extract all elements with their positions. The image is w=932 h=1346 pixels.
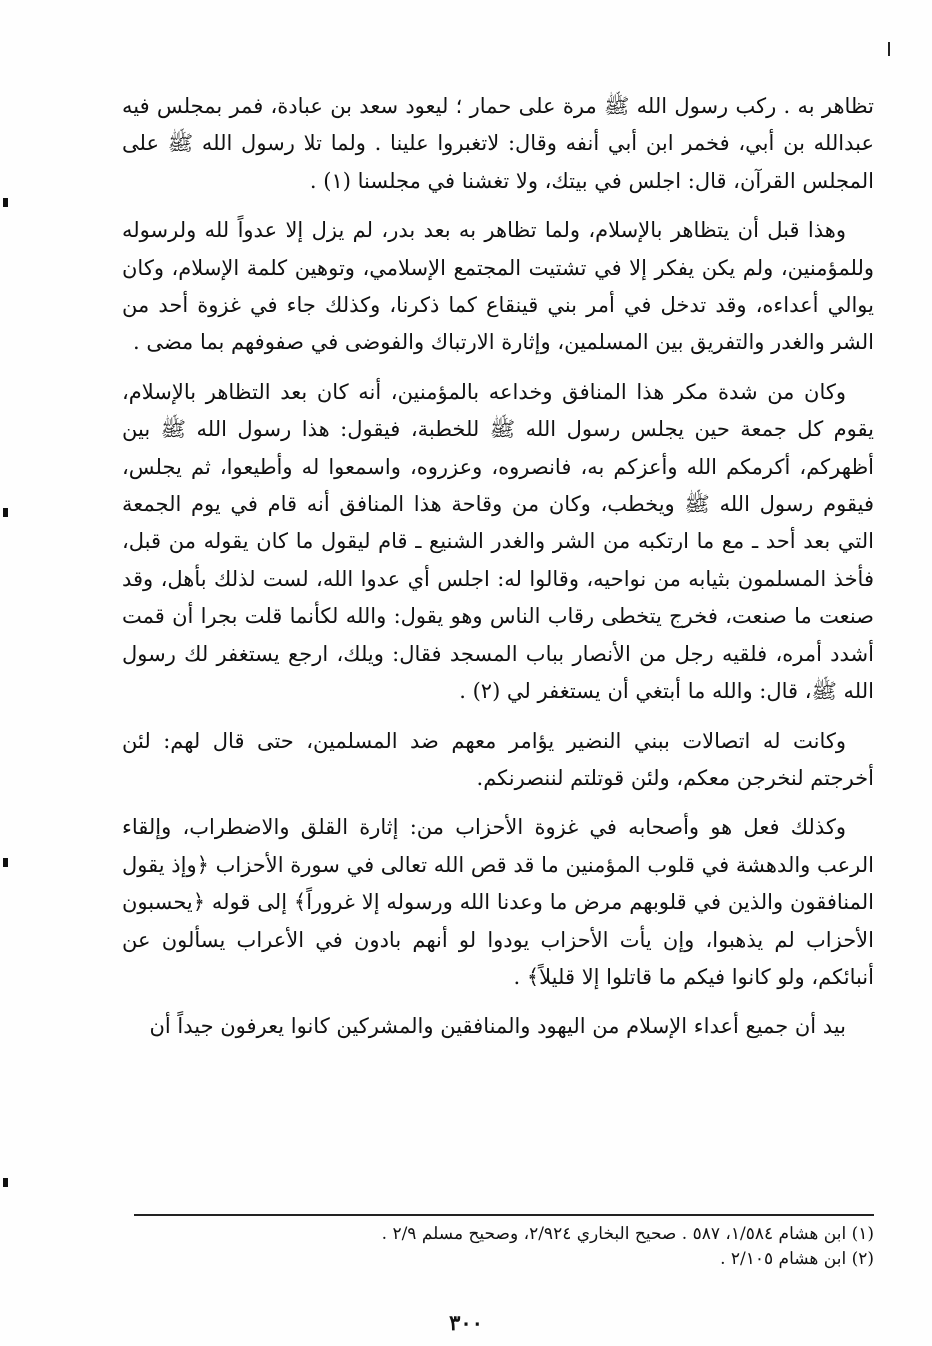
page-number: ٣٠٠ [449, 1310, 483, 1335]
margin-mark [3, 198, 8, 207]
footnote-separator [134, 1214, 874, 1216]
footnote-2: (٢) ابن هشام ٢/١٠٥ . [720, 1249, 874, 1269]
body-text [122, 88, 874, 1046]
margin-mark [3, 858, 8, 867]
paragraph-3: وكان من شدة مكر هذا المنافق وخداعه بالمؤمنين، أنه كان بعد التظاهر بالإسلام، يقوم كل جمعة حين يجلس رسول الله ﷺ للخطبة، فيقول: هذا رسول الله ﷺ بين أظهركم، أكرمكم الله وأعزكم به، فانصروه، وعزروه، واسمعوا له وأطيعوا، ثم يجلس، فيقوم رسول الله ﷺ ويخطب، وكان من وقاحة هذا المنافق أنه قام في يوم الجمعة التي بعد أحد ـ مع ما ارتكبه من الشر والغدر الشنيع ـ قام ليقول ما كان يقوله من قبل، فأخذ المسلمون بثيابه من نواحيه، وقالوا له: اجلس أي عدوا الله، لست لذلك بأهل، وقد صنعت ما صنعت، فخرج يتخطى رقاب الناس وهو يقول: والله لكأنما قلت بجرا أن قمت أشدد أمره، فلقيه رجل من الأنصار بباب المسجد فقال: ويلك، ارجع يستغفر لك رسول الله ﷺ، قال: والله ما أبتغي أن يستغفر لي (٢) . [122, 379, 874, 704]
margin-mark [3, 1178, 8, 1187]
footnotes [122, 1222, 874, 1272]
paragraph-5: وكذلك فعل هو وأصحابه في غزوة الأحزاب من: إثارة القلق والاضطراب، وإلقاء الرعب والدهشة في قلوب المؤمنين ما قد قص الله تعالى في سورة الأحزاب ﴿وإذ يقول المنافقون والذين في قلوبهم مرض ما وعدنا الله ورسوله إلا غروراً﴾ إلى قوله ﴿يحسبون الأحزاب لم يذهبوا، وإن يأت الأحزاب يودوا لو أنهم بادون في الأعراب يسألون عن أنبائكم، ولو كانوا فيكم ما قاتلوا إلا قليلاً﴾ . [122, 815, 874, 989]
paragraph-6: بيد أن جميع أعداء الإسلام من اليهود والمنافقين والمشركين كانوا يعرفون جيداً أن [149, 1014, 846, 1039]
paragraph-2: وهذا قبل أن يتظاهر بالإسلام، ولما تظاهر به بعد بدر، لم يزل إلا عدواً لله ولرسوله وللمؤمنين، ولم يكن يفكر إلا في تشتيت المجتمع الإسلامي، وتوهين كلمة الإسلام، وكان يوالي أعداءه، وقد تدخل في أمر بني قينقاع كما ذكرنا، وكذلك جاء في غزوة أحد من الشر والغدر والتفريق بين المسلمين، وإثارة الارتباك والفوضى في صفوفهم بما مضى . [122, 218, 874, 355]
paragraph-4: وكانت له اتصالات ببني النضير يؤامر معهم ضد المسلمين، حتى قال لهم: لئن أخرجتم لنخرجن معكم، ولئن قوتلتم لننصرنكم. [122, 728, 874, 790]
margin-mark [3, 508, 8, 517]
footnote-1: (١) ابن هشام ١/٥٨٤، ٥٨٧ . صحيح البخاري ٢/٩٢٤، وصحيح مسلم ٢/٩ . [381, 1224, 874, 1244]
paragraph-1: تظاهر به . ركب رسول الله ﷺ مرة على حمار ؛ ليعود سعد بن عبادة، فمر بمجلس فيه عبدالله بن أبي، فخمر ابن أبي أنفه وقال: لاتغبروا علينا . ولما تلا رسول الله ﷺ على المجلس القرآن، قال: اجلس في بيتك، ولا تغشنا في مجلسنا (١) . [122, 94, 874, 193]
corner-mark [888, 42, 890, 56]
